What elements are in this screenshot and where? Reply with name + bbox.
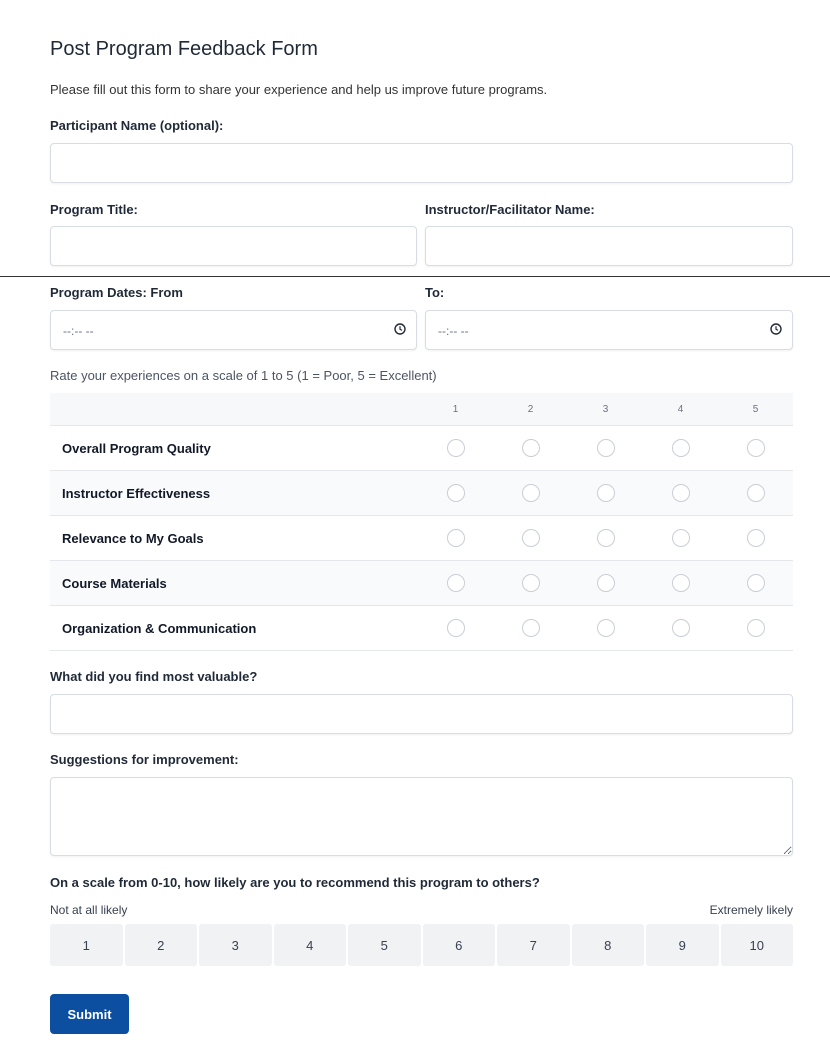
rating-row xyxy=(50,606,793,651)
rating-radio[interactable] xyxy=(597,529,615,547)
rating-scale-label: 5 xyxy=(718,393,793,426)
program-title-label: Program Title: xyxy=(50,202,138,217)
date-to-placeholder: --:-- -- xyxy=(438,324,469,338)
rating-radio[interactable] xyxy=(672,439,690,457)
rating-radio[interactable] xyxy=(522,484,540,502)
criterion-label: Instructor Effectiveness xyxy=(50,471,418,516)
rating-radio[interactable] xyxy=(447,439,465,457)
rating-radio[interactable] xyxy=(597,439,615,457)
rating-radio[interactable] xyxy=(522,619,540,637)
divider-line xyxy=(0,276,830,277)
instructor-name-input[interactable] xyxy=(425,226,793,266)
date-from-input[interactable] xyxy=(50,310,417,350)
participant-name-input[interactable] xyxy=(50,143,793,183)
nps-high-label: Extremely likely xyxy=(709,903,793,917)
rating-header-criteria xyxy=(50,393,418,426)
rating-row xyxy=(50,561,793,606)
nps-low-label: Not at all likely xyxy=(50,903,128,917)
rating-radio[interactable] xyxy=(672,574,690,592)
rating-radio[interactable] xyxy=(747,439,765,457)
criterion-label: Organization & Communication xyxy=(50,606,418,651)
rating-scale-label: 1 xyxy=(418,393,493,426)
nps-option[interactable]: 3 xyxy=(199,924,272,966)
nps-option[interactable]: 9 xyxy=(646,924,719,966)
rating-row xyxy=(50,516,793,561)
criterion-label: Course Materials xyxy=(50,561,418,606)
valuable-label: What did you find most valuable? xyxy=(50,669,258,684)
rating-row xyxy=(50,471,793,516)
date-to-input[interactable] xyxy=(425,310,793,350)
rating-radio[interactable] xyxy=(747,574,765,592)
rating-radio[interactable] xyxy=(522,529,540,547)
rating-radio[interactable] xyxy=(522,439,540,457)
criterion-label: Overall Program Quality xyxy=(50,426,418,471)
rating-radio[interactable] xyxy=(672,484,690,502)
rating-caption: Rate your experiences on a scale of 1 to 5 (1 = Poor, 5 = Excellent) xyxy=(50,368,437,383)
nps-scale xyxy=(50,924,793,966)
clock-icon[interactable] xyxy=(770,323,782,335)
rating-radio[interactable] xyxy=(672,619,690,637)
dates-from-label: Program Dates: From xyxy=(50,285,183,300)
rating-radio[interactable] xyxy=(747,619,765,637)
rating-radio[interactable] xyxy=(522,574,540,592)
submit-button[interactable]: Submit xyxy=(50,994,129,1034)
nps-question: On a scale from 0-10, how likely are you to recommend this program to others? xyxy=(50,875,540,890)
participant-name-label: Participant Name (optional): xyxy=(50,118,224,133)
nps-option[interactable]: 7 xyxy=(497,924,570,966)
suggestions-textarea[interactable] xyxy=(50,777,793,856)
rating-radio[interactable] xyxy=(597,574,615,592)
rating-radio[interactable] xyxy=(447,574,465,592)
rating-radio[interactable] xyxy=(597,619,615,637)
nps-option[interactable]: 5 xyxy=(348,924,421,966)
rating-header-row xyxy=(50,393,793,426)
nps-option[interactable]: 8 xyxy=(572,924,645,966)
rating-radio[interactable] xyxy=(447,529,465,547)
rating-scale-label: 2 xyxy=(493,393,568,426)
rating-radio[interactable] xyxy=(447,619,465,637)
page-title: Post Program Feedback Form xyxy=(50,38,318,60)
form-intro: Please fill out this form to share your experience and help us improve future programs. xyxy=(50,82,548,97)
rating-radio[interactable] xyxy=(672,529,690,547)
valuable-input[interactable] xyxy=(50,694,793,734)
rating-table xyxy=(50,393,793,651)
nps-option[interactable]: 10 xyxy=(721,924,794,966)
rating-radio[interactable] xyxy=(447,484,465,502)
criterion-label: Relevance to My Goals xyxy=(50,516,418,561)
program-title-input[interactable] xyxy=(50,226,417,266)
rating-radio[interactable] xyxy=(597,484,615,502)
nps-option[interactable]: 6 xyxy=(423,924,496,966)
nps-option[interactable]: 1 xyxy=(50,924,123,966)
rating-scale-label: 3 xyxy=(568,393,643,426)
rating-scale-label: 4 xyxy=(643,393,718,426)
rating-row xyxy=(50,426,793,471)
nps-option[interactable]: 4 xyxy=(274,924,347,966)
instructor-name-label: Instructor/Facilitator Name: xyxy=(425,202,595,217)
nps-option[interactable]: 2 xyxy=(125,924,198,966)
suggestions-label: Suggestions for improvement: xyxy=(50,752,239,767)
rating-radio[interactable] xyxy=(747,484,765,502)
dates-to-label: To: xyxy=(425,285,445,300)
rating-radio[interactable] xyxy=(747,529,765,547)
clock-icon[interactable] xyxy=(394,323,406,335)
date-from-placeholder: --:-- -- xyxy=(63,324,94,338)
